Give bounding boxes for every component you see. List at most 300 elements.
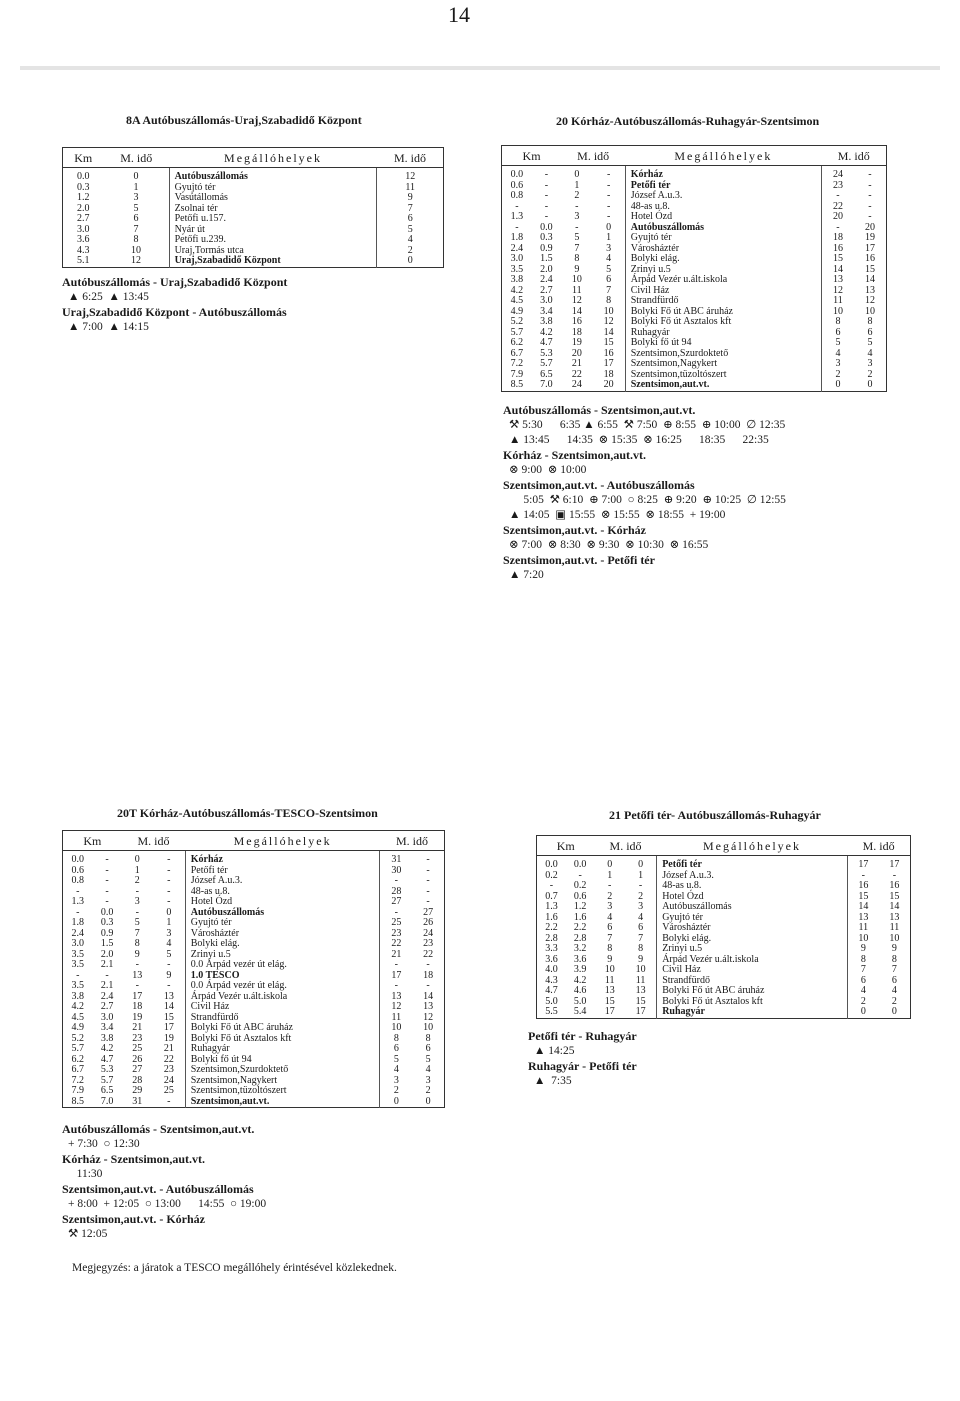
table-row: [63, 918, 445, 929]
cell-km1: 0.8: [510, 190, 524, 201]
cell-m1: 11: [572, 284, 582, 296]
cell-m1: 11: [604, 974, 615, 986]
stop-name: Uraj,Szabadidő Központ: [169, 256, 377, 267]
cell-m1: 29: [132, 1085, 143, 1096]
cell-m1: 2: [134, 875, 140, 886]
cell-r2: 0: [425, 1095, 431, 1107]
cell-r1: 10: [858, 932, 869, 944]
stop-name: Autóbuszállomás: [169, 168, 377, 183]
table-row: [63, 235, 444, 246]
cell-r2: 13: [864, 284, 875, 296]
cell-r2: 27: [423, 906, 434, 918]
stop-name: Bolyki Fő út ABC áruház: [625, 307, 821, 318]
cell-km1: 0.7: [545, 890, 558, 902]
cell-km1: 6.2: [510, 337, 524, 348]
col-km: Km: [502, 146, 562, 166]
page-number: 14: [448, 2, 470, 27]
table-row: [502, 244, 887, 255]
schedule-times: ▲ 13:45 14:35 ⊗ 15:35 ⊗ 16:25 18:35 22:35: [509, 434, 769, 446]
cell-m1: 22: [571, 368, 582, 380]
cell-m1: -: [135, 885, 139, 897]
table-row: [537, 955, 911, 966]
table-row: [63, 1086, 445, 1097]
cell-r2: 9: [891, 943, 897, 954]
cell-r2: 6: [425, 1043, 431, 1054]
cell-r1: 16: [832, 242, 843, 254]
col-stops: Megállóhelyek: [657, 836, 848, 856]
cell-km2: 2.2: [573, 922, 587, 933]
cell-km: 1.2: [76, 192, 90, 203]
cell-r1: 2: [860, 995, 866, 1007]
table-row: [502, 223, 887, 234]
schedule-heading: Szentsimon,aut.vt. - Autóbuszállomás: [62, 1182, 254, 1196]
cell-r1: 12: [391, 1001, 402, 1012]
cell-km2: 0.9: [100, 927, 114, 939]
cell-km2: 0.2: [573, 880, 587, 891]
cell-km1: 5.7: [71, 1043, 84, 1054]
cell-m2: -: [606, 211, 611, 222]
cell-km: 3.6: [76, 234, 90, 245]
table-row: [63, 256, 444, 267]
stop-name: Bolyki elág.: [625, 254, 821, 265]
cell-a: 10: [131, 244, 142, 256]
cell-m2: 4: [166, 938, 172, 949]
cell-km1: 3.0: [510, 253, 524, 264]
route-20t-title: 20T Kórház-Autóbuszállomás-TESCO-Szentsimon: [117, 806, 378, 820]
cell-r1: 4: [393, 1064, 399, 1075]
cell-km1: 1.6: [545, 911, 558, 923]
cell-m2: 14: [603, 326, 614, 338]
cell-r1: -: [836, 221, 840, 233]
cell-m2: 0: [638, 859, 644, 870]
cell-r2: -: [426, 885, 430, 897]
cell-m1: 9: [607, 953, 613, 965]
table-row: [63, 1002, 445, 1013]
note-tesco: Megjegyzés: a járatok a TESCO megállóhely érintésével közlekednek.: [72, 1262, 397, 1274]
stop-name: Bolyki elág.: [657, 934, 848, 945]
col-stops: Megállóhelyek: [185, 831, 380, 851]
cell-km: 0.0: [76, 171, 90, 182]
cell-m1: 17: [604, 1006, 615, 1017]
cell-km2: 5.4: [573, 1006, 587, 1017]
cell-km1: 1.8: [71, 917, 84, 928]
stop-name: Árpád Vezér u.ált.iskola: [185, 992, 380, 1003]
cell-r2: 11: [889, 922, 900, 933]
cell-km1: 4.9: [510, 305, 524, 317]
cell-m2: 10: [635, 964, 646, 975]
cell-m2: -: [167, 1095, 171, 1107]
cell-m1: 19: [571, 337, 582, 348]
cell-r2: -: [426, 875, 430, 886]
cell-r2: 5: [425, 1053, 431, 1065]
cell-m2: 8: [606, 295, 612, 306]
schedule-heading: Autóbuszállomás - Szentsimon,aut.vt.: [62, 1122, 255, 1136]
cell-m1: 20: [571, 347, 582, 359]
cell-km1: 4.7: [545, 985, 558, 996]
cell-m2: 7: [638, 932, 644, 944]
cell-km2: 4.2: [573, 974, 587, 986]
scan-band: [20, 66, 940, 70]
cell-km2: 2.1: [100, 959, 114, 970]
schedule-20t: [62, 1122, 452, 1242]
cell-r2: -: [426, 959, 430, 970]
cell-m2: -: [167, 854, 171, 865]
table-row: [537, 986, 911, 997]
cell-r1: 14: [832, 263, 843, 275]
cell-km2: 4.2: [100, 1043, 114, 1054]
cell-km1: 4.2: [71, 1001, 84, 1012]
cell-r2: 23: [423, 938, 434, 949]
table-row: [502, 275, 887, 286]
cell-r1: -: [394, 875, 398, 886]
cell-r2: 8: [425, 1032, 431, 1044]
schedule-heading: Szentsimon,aut.vt. - Kórház: [62, 1212, 205, 1226]
table-row: [502, 359, 887, 370]
cell-r1: 8: [835, 316, 841, 327]
cell-m1: 1: [134, 864, 140, 876]
cell-m2: 9: [638, 953, 644, 965]
cell-m1: 7: [574, 242, 580, 254]
cell-m2: 14: [163, 1001, 174, 1012]
cell-m1: 2: [574, 190, 580, 201]
table-row: [502, 296, 887, 307]
cell-km2: 2.4: [540, 274, 553, 285]
cell-r2: 12: [423, 1011, 434, 1023]
stop-name: Autóbuszállomás: [185, 908, 380, 919]
stop-name: Szentsimon,tüzoltószert: [185, 1086, 380, 1097]
cell-km2: -: [105, 896, 109, 907]
table-row: [63, 960, 445, 971]
cell-km2: -: [544, 200, 549, 212]
col-mido: M. idő: [103, 148, 169, 168]
table-row: [537, 923, 911, 934]
stop-name: Szentsimon,Szurdoktető: [185, 1065, 380, 1076]
stop-name: Bolyki Fő út Asztalos kft: [657, 997, 848, 1008]
cell-r2: 26: [423, 917, 434, 928]
stop-name: Ruhagyár: [185, 1044, 380, 1055]
cell-m2: 10: [603, 305, 614, 317]
table-row: [537, 965, 911, 976]
stop-name: Petőfi tér: [625, 181, 821, 192]
cell-km1: 0.8: [71, 875, 84, 886]
cell-km1: 5.0: [545, 995, 558, 1007]
col-km: Km: [63, 148, 104, 168]
cell-km2: 7.0: [540, 379, 553, 390]
stop-name: 0.0 Árpád vezér út elág.: [185, 960, 380, 971]
cell-m2: 3: [166, 927, 172, 939]
cell-r2: -: [868, 169, 872, 180]
table-row: [63, 1023, 445, 1034]
cell-r1: 27: [391, 896, 402, 907]
stop-name: Hotel Ózd: [657, 892, 848, 903]
table-row: [537, 913, 911, 924]
cell-r2: -: [868, 179, 872, 191]
cell-m1: -: [575, 200, 579, 212]
cell-km1: 1.8: [510, 232, 524, 243]
cell-km2: 5.7: [100, 1074, 114, 1086]
cell-km2: 5.3: [540, 347, 553, 359]
table-row: [63, 939, 445, 950]
table-row: [502, 380, 887, 391]
cell-m2: 0: [606, 221, 612, 233]
col-mido-return: M. idő: [821, 146, 886, 166]
cell-m2: -: [167, 875, 171, 886]
stop-name: Bolyki Fő út ABC áruház: [657, 986, 848, 997]
cell-m1: 16: [571, 316, 582, 327]
cell-m1: 24: [571, 379, 582, 390]
cell-r1: 13: [858, 911, 869, 923]
table-row: [537, 934, 911, 945]
cell-km1: 3.8: [71, 990, 84, 1002]
stop-name: Kórház: [625, 166, 821, 181]
cell-r1: 12: [832, 284, 843, 296]
cell-m2: 24: [163, 1074, 174, 1086]
cell-m1: 12: [571, 295, 582, 306]
cell-r1: 6: [860, 974, 866, 986]
cell-km2: 7.0: [100, 1095, 114, 1107]
cell-km1: 5.2: [510, 316, 524, 327]
table-row: [63, 876, 445, 887]
col-mido-return: M. idő: [377, 148, 444, 168]
cell-r1: 22: [391, 938, 402, 949]
schedule-times: ⚒ 5:30 6:35 ▲ 6:55 ⚒ 7:50 ⊕ 8:55 ⊕ 10:00 ∅ 12:35: [509, 419, 786, 431]
schedule-heading: Szentsimon,aut.vt. - Autóbuszállomás: [503, 478, 695, 492]
cell-m2: 6: [638, 922, 644, 933]
cell-km1: 4.5: [510, 295, 524, 306]
cell-r1: 24: [832, 169, 843, 180]
cell-r2: -: [868, 190, 872, 201]
table-row: [537, 881, 911, 892]
cell-m1: 3: [607, 901, 613, 912]
cell-km2: 1.5: [540, 253, 553, 264]
table-row: [63, 992, 445, 1003]
stop-name: Petőfi tér: [185, 866, 380, 877]
cell-r1: 17: [858, 859, 869, 870]
route-20-title: 20 Kórház-Autóbuszállomás-Ruhagyár-Szentsimon: [556, 114, 820, 128]
cell-km1: 3.6: [545, 953, 558, 965]
cell-km2: 4.7: [540, 337, 553, 348]
col-stops: Megállóhelyek: [169, 148, 377, 168]
col-mido: M. idő: [122, 831, 186, 851]
cell-km: 3.0: [76, 223, 90, 235]
stop-name: Strandfürdő: [657, 976, 848, 987]
cell-km1: 0.0: [545, 859, 558, 870]
stop-name: Bolyki fő út 94: [625, 338, 821, 349]
cell-b: 11: [405, 181, 416, 193]
cell-m1: 10: [571, 274, 582, 285]
schedule-times: 11:30: [68, 1168, 103, 1180]
cell-km2: 3.8: [540, 316, 553, 327]
stop-name: Civil Ház: [185, 1002, 380, 1013]
cell-m1: 25: [132, 1043, 143, 1054]
cell-r2: 14: [423, 990, 434, 1002]
cell-m1: 0: [134, 854, 140, 865]
timetable-8a: [62, 147, 444, 268]
cell-km1: 4.0: [545, 964, 558, 975]
stop-name: Petőfi tér: [657, 856, 848, 871]
cell-a: 7: [133, 223, 139, 235]
cell-km1: -: [515, 221, 519, 233]
cell-r2: 4: [867, 347, 873, 359]
table-row: [537, 871, 911, 882]
cell-m2: 18: [603, 368, 614, 380]
cell-m1: 5: [134, 917, 140, 928]
table-row: [63, 887, 445, 898]
cell-km1: 0.2: [545, 869, 558, 881]
cell-r1: 17: [391, 969, 402, 981]
cell-r2: 10: [864, 305, 875, 317]
cell-r1: 13: [391, 990, 402, 1002]
cell-r2: 3: [867, 358, 873, 369]
cell-r1: 30: [391, 864, 402, 876]
cell-m2: 12: [603, 316, 614, 327]
cell-m1: 9: [574, 263, 580, 275]
cell-km1: 5.5: [545, 1006, 558, 1017]
cell-m2: 1: [166, 917, 172, 928]
cell-m1: 8: [607, 943, 613, 954]
cell-r2: 2: [425, 1085, 431, 1096]
col-km: Km: [63, 831, 122, 851]
cell-b: 6: [407, 213, 413, 224]
cell-km2: 2.0: [540, 263, 553, 275]
cell-m1: 26: [132, 1053, 143, 1065]
stop-name: Civil Ház: [657, 965, 848, 976]
cell-km1: 3.0: [71, 938, 84, 949]
cell-km2: 2.1: [100, 980, 114, 991]
cell-km1: 4.2: [510, 284, 524, 296]
table-row: [502, 338, 887, 349]
cell-r2: 4: [425, 1064, 431, 1075]
cell-m2: 15: [635, 995, 646, 1007]
stop-name: Bolyki elág.: [185, 939, 380, 950]
table-row: [537, 997, 911, 1008]
stop-name: Zrinyi u.5: [657, 944, 848, 955]
cell-km1: 6.7: [71, 1064, 84, 1075]
cell-m2: -: [606, 179, 611, 191]
cell-r1: 3: [835, 358, 841, 369]
cell-km1: 0.0: [510, 169, 524, 180]
cell-km2: 3.0: [100, 1011, 114, 1023]
table-row: [63, 981, 445, 992]
cell-km2: 4.7: [100, 1053, 114, 1065]
stop-name: Kórház: [185, 851, 380, 866]
cell-m2: 17: [163, 1022, 174, 1033]
table-row: [63, 897, 445, 908]
stop-name: Petőfi u.157.: [169, 214, 377, 225]
cell-r1: 16: [858, 880, 869, 891]
cell-m1: 1: [607, 869, 613, 881]
col-km: Km: [537, 836, 595, 856]
cell-m1: 28: [132, 1074, 143, 1086]
cell-km2: 2.0: [100, 948, 114, 960]
cell-r2: 8: [867, 316, 873, 327]
cell-m1: 13: [132, 969, 143, 981]
cell-m2: 13: [635, 985, 646, 996]
stop-name: Bolyki Fő út Asztalos kft: [185, 1034, 380, 1045]
cell-m1: 6: [607, 922, 613, 933]
cell-r1: 11: [858, 922, 869, 933]
cell-km1: 7.9: [71, 1085, 84, 1096]
cell-m2: 6: [606, 274, 612, 285]
table-row: [537, 1007, 911, 1018]
cell-r1: -: [394, 980, 398, 991]
stop-name: Szentsimon,tüzoltószert: [625, 370, 821, 381]
cell-r1: -: [394, 959, 398, 970]
stop-name: Szentsimon,aut.vt.: [185, 1097, 380, 1108]
cell-km1: 5.7: [510, 326, 524, 338]
cell-a: 1: [133, 181, 139, 193]
cell-km2: -: [105, 854, 109, 865]
cell-m2: -: [167, 959, 171, 970]
cell-m1: 27: [132, 1064, 143, 1075]
cell-m2: -: [167, 885, 171, 897]
cell-m2: 15: [163, 1011, 174, 1023]
cell-r1: 0: [835, 379, 841, 390]
cell-km2: 1.6: [573, 911, 587, 923]
cell-r1: -: [861, 869, 865, 881]
cell-m1: 18: [132, 1001, 143, 1012]
table-row: [63, 183, 444, 194]
stop-name: Városháztér: [185, 929, 380, 940]
cell-km1: 1.3: [545, 901, 558, 912]
stop-name: Gyujtó tér: [185, 918, 380, 929]
cell-km1: 3.5: [510, 263, 524, 275]
cell-m2: -: [606, 200, 611, 212]
stop-name: Zrinyi u.5: [625, 265, 821, 276]
cell-km1: 1.3: [510, 211, 524, 222]
cell-km2: 1.2: [573, 901, 587, 912]
table-row: [63, 1097, 445, 1108]
col-mido-return: M. idő: [847, 836, 910, 856]
stop-name: Városháztér: [625, 244, 821, 255]
cell-km1: 3.3: [545, 943, 558, 954]
cell-km1: 4.3: [545, 974, 558, 986]
cell-r1: -: [394, 906, 398, 918]
cell-r1: 10: [832, 305, 843, 317]
cell-r1: 11: [391, 1011, 402, 1023]
cell-r2: 0: [867, 379, 873, 390]
cell-m2: 22: [163, 1053, 174, 1065]
cell-km2: 3.9: [573, 964, 587, 975]
stop-name: Petőfi u.239.: [169, 235, 377, 246]
cell-km1: 2.4: [510, 242, 524, 254]
cell-b: 5: [407, 223, 413, 235]
cell-r2: 14: [864, 274, 875, 285]
table-row: [502, 191, 887, 202]
cell-km1: 8.5: [71, 1095, 84, 1107]
cell-m1: 17: [132, 990, 143, 1002]
cell-m2: 19: [163, 1032, 174, 1044]
timetable-21: [536, 835, 911, 1019]
cell-m2: 25: [163, 1085, 174, 1096]
cell-r2: 17: [889, 859, 900, 870]
cell-r2: 15: [864, 263, 875, 275]
cell-r1: 5: [393, 1053, 399, 1065]
cell-r1: 0: [860, 1006, 866, 1017]
cell-km: 2.7: [76, 213, 90, 224]
cell-r2: 6: [867, 326, 873, 338]
cell-km2: 0.3: [540, 232, 553, 243]
schedule-times: 5:05 ⚒ 6:10 ⊕ 7:00 ○ 8:25 ⊕ 9:20 ⊕ 10:25 ∅ 12:55: [509, 494, 786, 506]
cell-km2: -: [578, 869, 582, 881]
table-row: [63, 1065, 445, 1076]
stop-name: Strandfürdő: [185, 1013, 380, 1024]
cell-r2: 18: [423, 969, 434, 981]
table-row: [502, 328, 887, 339]
cell-m2: 20: [603, 379, 614, 390]
cell-km: 0.3: [76, 181, 90, 193]
timetable-20: [501, 145, 887, 392]
